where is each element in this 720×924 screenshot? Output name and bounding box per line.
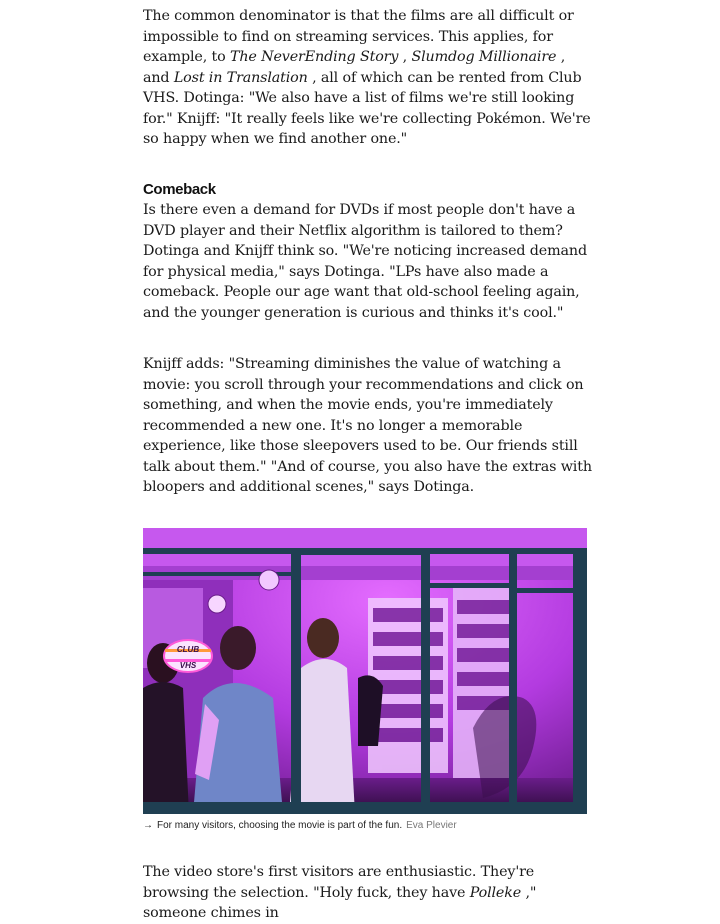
film-title-lost-in-translation: Lost in Translation: [173, 69, 308, 86]
caption-arrow-icon: →: [143, 820, 153, 831]
film-title-slumdog-millionaire: Slumdog Millionaire: [411, 49, 557, 65]
text-run: The video store's first visitors are enthusiastic. They're browsing the selection. "Holy fuck, they have: [143, 864, 535, 901]
paragraph-2: Is there even a demand for DVDs if most people don't have a DVD player and their Netflix algorithm is tailored to them? Dotinga and Knijff think so. "We're noticing increased demand for physical media," says Dotinga. "LPs have also made a comeback. People our age want that old-school feeling again, and the younger generation is curious and thinks it's cool.": [143, 202, 587, 321]
film-title-polleke: Polleke: [469, 884, 522, 901]
paragraph-1-text: [143, 6, 593, 150]
paragraph-4: [143, 862, 593, 924]
text-run: , all of which can be rented from Club VHS. Dotinga: "We also have a list of films we're still looking for." Knijff: "It really feels like we're collecting Pokémon. We're so happy when we find another one.": [143, 69, 591, 147]
text-run: ,: [398, 49, 412, 65]
paragraph-4-text: [143, 862, 593, 924]
section-heading: Comeback: [143, 181, 216, 198]
film-title-neverending-story: The NeverEnding Story: [229, 49, 399, 65]
video-store-photo: [143, 528, 587, 814]
sign-text-club: CLUB: [176, 645, 200, 654]
article-photo: [143, 528, 587, 814]
text-run: , and: [143, 49, 566, 86]
photo-credit: Eva Plevier: [406, 820, 457, 831]
caption-text: For many visitors, choosing the movie is part of the fun.: [157, 820, 403, 831]
text-run: ," someone chimes in: [143, 884, 537, 921]
paragraph-3: [143, 354, 593, 498]
text-run: The common denominator is that the films are all difficult or impossible to find on streaming services. This applies, for example, to: [143, 8, 574, 65]
paragraph-1: [143, 6, 593, 150]
section-comeback: [143, 180, 593, 323]
photo-caption: [143, 819, 593, 833]
paragraph-3-text: Knijff adds: "Streaming diminishes the value of watching a movie: you scroll through your recommendations and click on something, and when the movie ends, you're immediately recommended a new one. It's no longer a memorable experience, like those sleepovers used to be. Our friends still talk about them." "And of course, you also have the extras with bloopers and additional scenes," says Dotinga.: [143, 356, 592, 495]
sign-text-vhs: VHS: [179, 661, 197, 670]
